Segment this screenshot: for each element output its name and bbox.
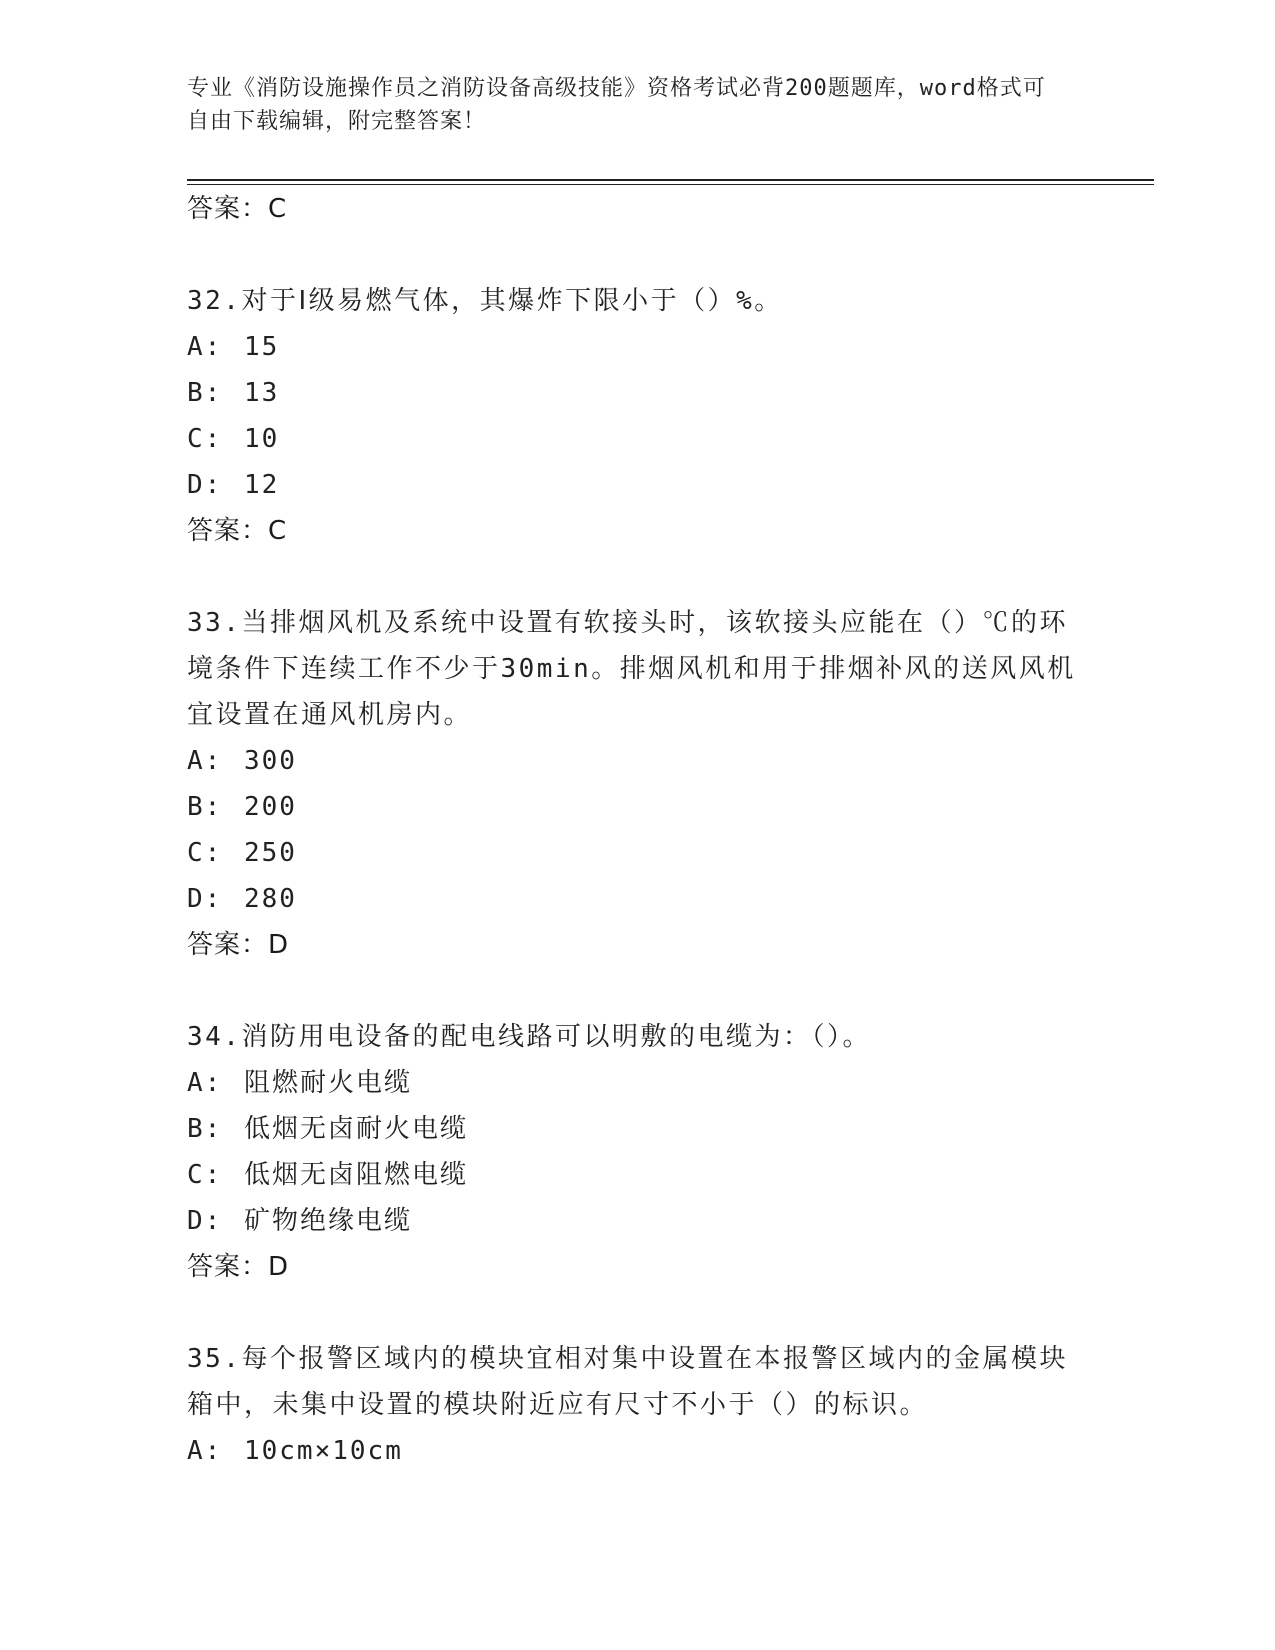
answer-line: 答案：D — [187, 1252, 290, 1282]
option-label: A: — [187, 332, 223, 362]
question-stem: 32.对于Ⅰ级易燃气体，其爆炸下限小于（）%。 — [187, 286, 783, 316]
option-text: 15 — [243, 332, 280, 362]
option-label: A: — [187, 1436, 223, 1466]
option-text: 阻燃耐火电缆 — [243, 1068, 412, 1098]
option-text: 280 — [243, 884, 297, 914]
option-label: C: — [187, 838, 223, 868]
option-c — [187, 1152, 1087, 1198]
option-text: 低烟无卤阻燃电缆 — [243, 1160, 468, 1190]
option-b — [187, 784, 1087, 830]
option-text: 13 — [243, 378, 280, 408]
option-a — [187, 738, 1087, 784]
option-label: D: — [187, 470, 223, 500]
question-33 — [187, 600, 1087, 1014]
question-stem: 33.当排烟风机及系统中设置有软接头时，该软接头应能在（）℃的环境条件下连续工作不少于30min。排烟风机和用于排烟补风的送风风机宜设置在通风机房内。 — [187, 608, 1076, 730]
answer-line: 答案：C — [187, 516, 288, 546]
option-label: C: — [187, 1160, 223, 1190]
option-text: 10 — [243, 424, 280, 454]
option-label: B: — [187, 1114, 223, 1144]
option-d — [187, 1198, 1087, 1244]
option-text: 矿物绝缘电缆 — [243, 1206, 412, 1236]
spacer — [187, 554, 1087, 600]
spacer — [187, 232, 1087, 278]
option-label: C: — [187, 424, 223, 454]
option-a — [187, 1428, 1087, 1474]
question-stem: 35.每个报警区域内的模块宜相对集中设置在本报警区域内的金属模块箱中，未集中设置的模块附近应有尺寸不小于（）的标识。 — [187, 1344, 1068, 1420]
option-c — [187, 416, 1087, 462]
option-c — [187, 830, 1087, 876]
question-32 — [187, 278, 1087, 600]
question-35 — [187, 1336, 1087, 1474]
option-text: 300 — [243, 746, 297, 776]
option-label: D: — [187, 1206, 223, 1236]
question-stem: 34.消防用电设备的配电线路可以明敷的电缆为：（）。 — [187, 1022, 871, 1052]
option-b — [187, 370, 1087, 416]
option-a — [187, 324, 1087, 370]
option-text: 250 — [243, 838, 297, 868]
option-label: A: — [187, 1068, 223, 1098]
option-text: 12 — [243, 470, 280, 500]
option-text: 低烟无卤耐火电缆 — [243, 1114, 468, 1144]
question-34 — [187, 1014, 1087, 1336]
answer-line: 答案：C — [187, 194, 288, 224]
option-label: D: — [187, 884, 223, 914]
option-d — [187, 462, 1087, 508]
option-text: 200 — [243, 792, 297, 822]
option-label: B: — [187, 792, 223, 822]
question-list — [187, 186, 1087, 1474]
page-header: 专业《消防设施操作员之消防设备高级技能》资格考试必背200题题库，word格式可自由下载编辑，附完整答案！ — [187, 76, 1046, 134]
header-rule-thin — [187, 184, 1154, 185]
answer-line: 答案：D — [187, 930, 290, 960]
option-d — [187, 876, 1087, 922]
option-label: B: — [187, 378, 223, 408]
spacer — [187, 968, 1087, 1014]
option-text: 10cm×10cm — [243, 1436, 403, 1466]
option-b — [187, 1106, 1087, 1152]
option-label: A: — [187, 746, 223, 776]
option-a — [187, 1060, 1087, 1106]
spacer — [187, 1290, 1087, 1336]
header-rule — [187, 179, 1154, 181]
